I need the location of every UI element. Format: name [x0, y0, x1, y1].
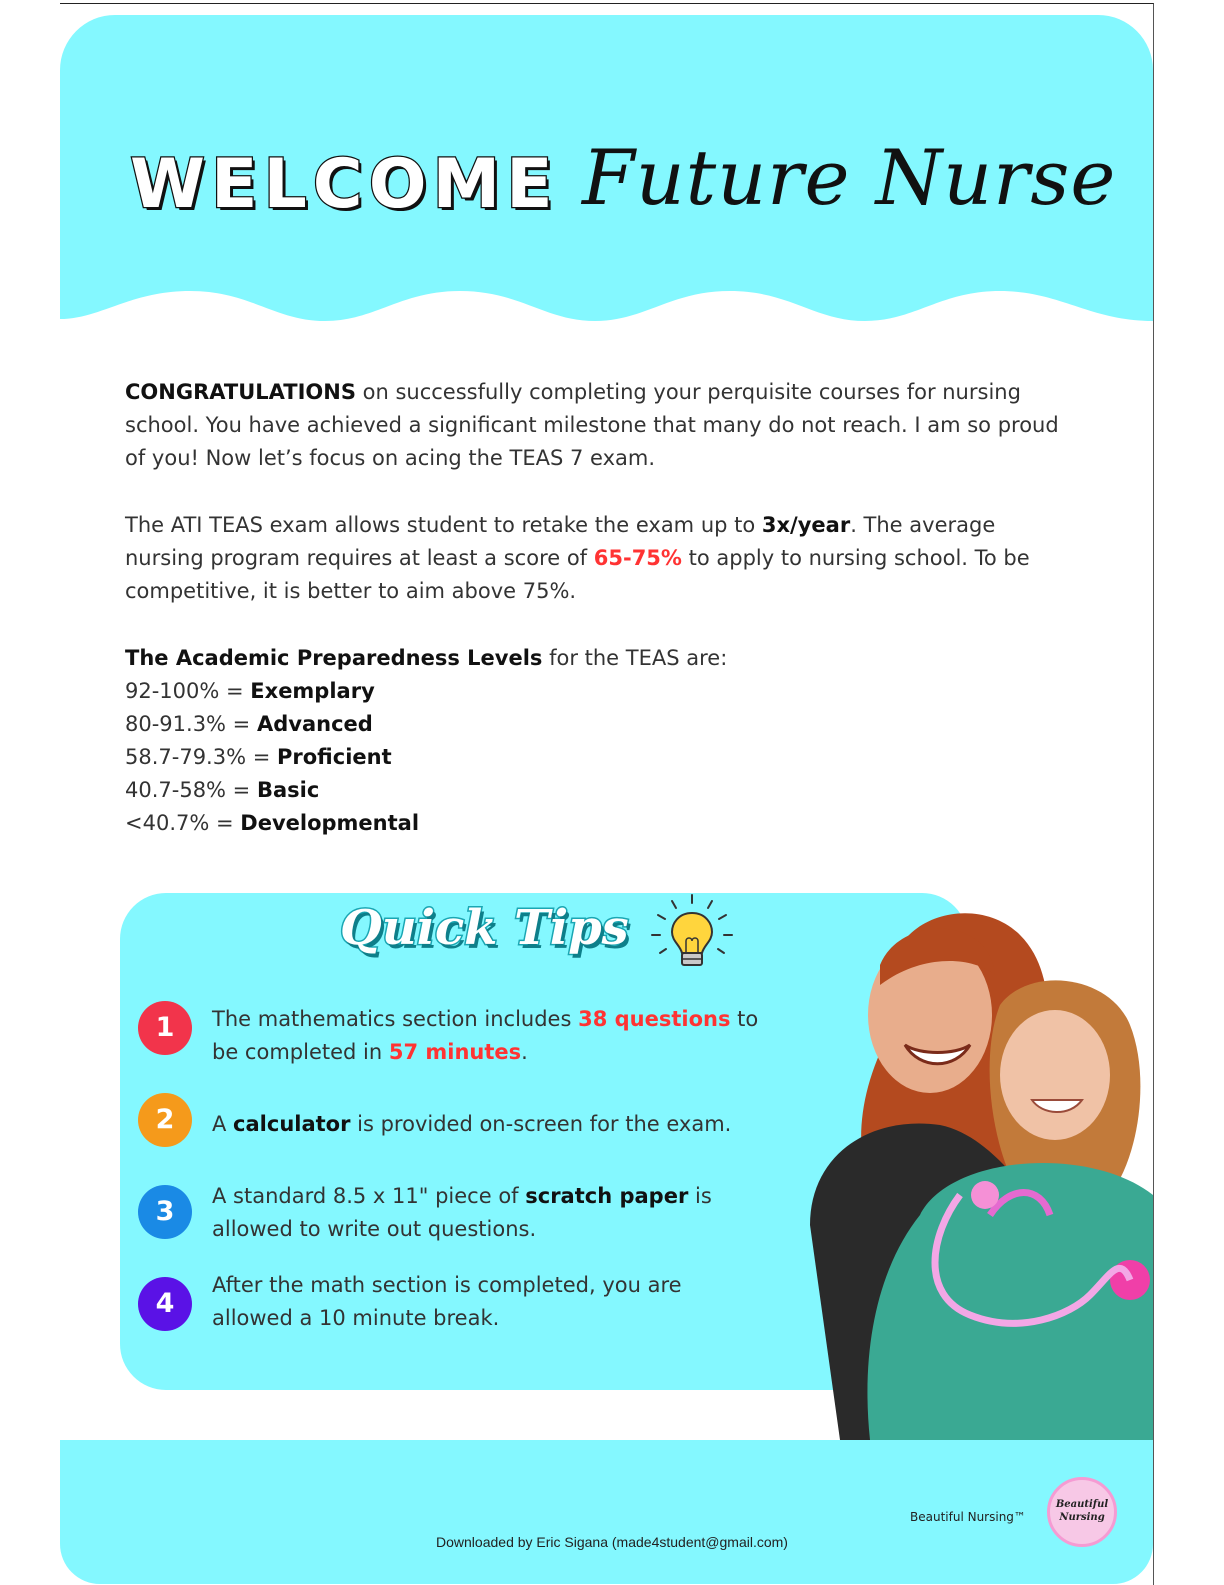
wave-divider — [60, 291, 1153, 350]
tip-text: is allowed to write out questions. — [212, 1184, 712, 1241]
logo-line: Beautiful — [1055, 1499, 1109, 1510]
tip-text: . — [521, 1040, 528, 1064]
retake-text-c: to apply to nursing school. To be competitive, it is better to aim above 75%. — [125, 546, 1030, 603]
level-item — [125, 774, 1075, 807]
tip-number-badge: 3 — [138, 1185, 192, 1239]
tip-highlight: 57 minutes — [388, 1040, 522, 1064]
level-item — [125, 807, 1075, 840]
retake-bold: 3x/year — [761, 513, 851, 537]
tip-text: A standard 8.5 x 11" piece of — [212, 1184, 526, 1208]
tip-text: to be completed in — [212, 1007, 759, 1064]
tip-text: is provided on-screen for the exam. — [350, 1112, 732, 1136]
congratulations-paragraph — [125, 376, 1075, 475]
level-label: Basic — [256, 778, 320, 802]
quick-tips-title: Quick Tips — [340, 900, 629, 956]
level-item — [125, 675, 1075, 708]
levels-heading-bold: The Academic Preparedness Levels — [125, 646, 543, 670]
welcome-heading: WELCOME — [130, 145, 559, 224]
tip-text: The mathematics section includes — [212, 1007, 579, 1031]
tip-item — [212, 1180, 772, 1246]
retake-text-a: The ATI TEAS exam allows student to retake the exam up to — [125, 513, 762, 537]
level-label: Exemplary — [250, 679, 375, 703]
level-label: Developmental — [240, 811, 420, 835]
header-banner — [60, 15, 1153, 350]
level-item — [125, 708, 1075, 741]
level-range: <40.7% = — [125, 811, 241, 835]
score-range: 65-75% — [593, 546, 682, 570]
tip-item — [212, 1003, 772, 1069]
level-item — [125, 741, 1075, 774]
level-label: Advanced — [256, 712, 373, 736]
tip-highlight: 38 questions — [578, 1007, 731, 1031]
tip-number-badge: 4 — [138, 1277, 192, 1331]
levels-heading-rest: for the TEAS are: — [542, 646, 728, 670]
download-notice: Downloaded by Eric Sigana (made4student@gmail.com) — [436, 1534, 788, 1550]
retake-paragraph — [125, 509, 1075, 608]
brand-name: Beautiful Nursing™ — [910, 1510, 1026, 1524]
level-range: 40.7-58% = — [125, 778, 257, 802]
tip-text: After the math section is completed, you are allowed a 10 minute break. — [212, 1273, 682, 1330]
retake-text-b: . The average nursing program requires at least a score of — [125, 513, 996, 570]
lightbulb-icon — [650, 893, 734, 977]
levels-heading — [125, 642, 1075, 675]
tip-item — [212, 1108, 792, 1141]
tip-bold: scratch paper — [525, 1184, 689, 1208]
logo-line: Nursing — [1059, 1512, 1105, 1523]
level-range: 58.7-79.3% = — [125, 745, 277, 769]
tip-number-badge: 2 — [138, 1093, 192, 1147]
tip-bold: calculator — [233, 1112, 351, 1136]
tip-number-badge: 1 — [138, 1001, 192, 1055]
future-nurse-script: Future Nurse — [582, 133, 1117, 222]
congrats-text: on successfully completing your perquisite courses for nursing school. You have achieved a significant milestone that many do not reach. I am so proud of you! Now let’s focus on acing the TEAS 7 exam. — [125, 380, 1059, 470]
preparedness-levels — [125, 642, 1075, 840]
nurse-child-photo — [770, 895, 1153, 1440]
level-range: 80-91.3% = — [125, 712, 257, 736]
level-range: 92-100% = — [125, 679, 251, 703]
level-label: Proficient — [277, 745, 392, 769]
congratulations-bold: CONGRATULATIONS — [125, 380, 356, 404]
tip-text: A — [212, 1112, 234, 1136]
tip-item — [212, 1269, 722, 1335]
